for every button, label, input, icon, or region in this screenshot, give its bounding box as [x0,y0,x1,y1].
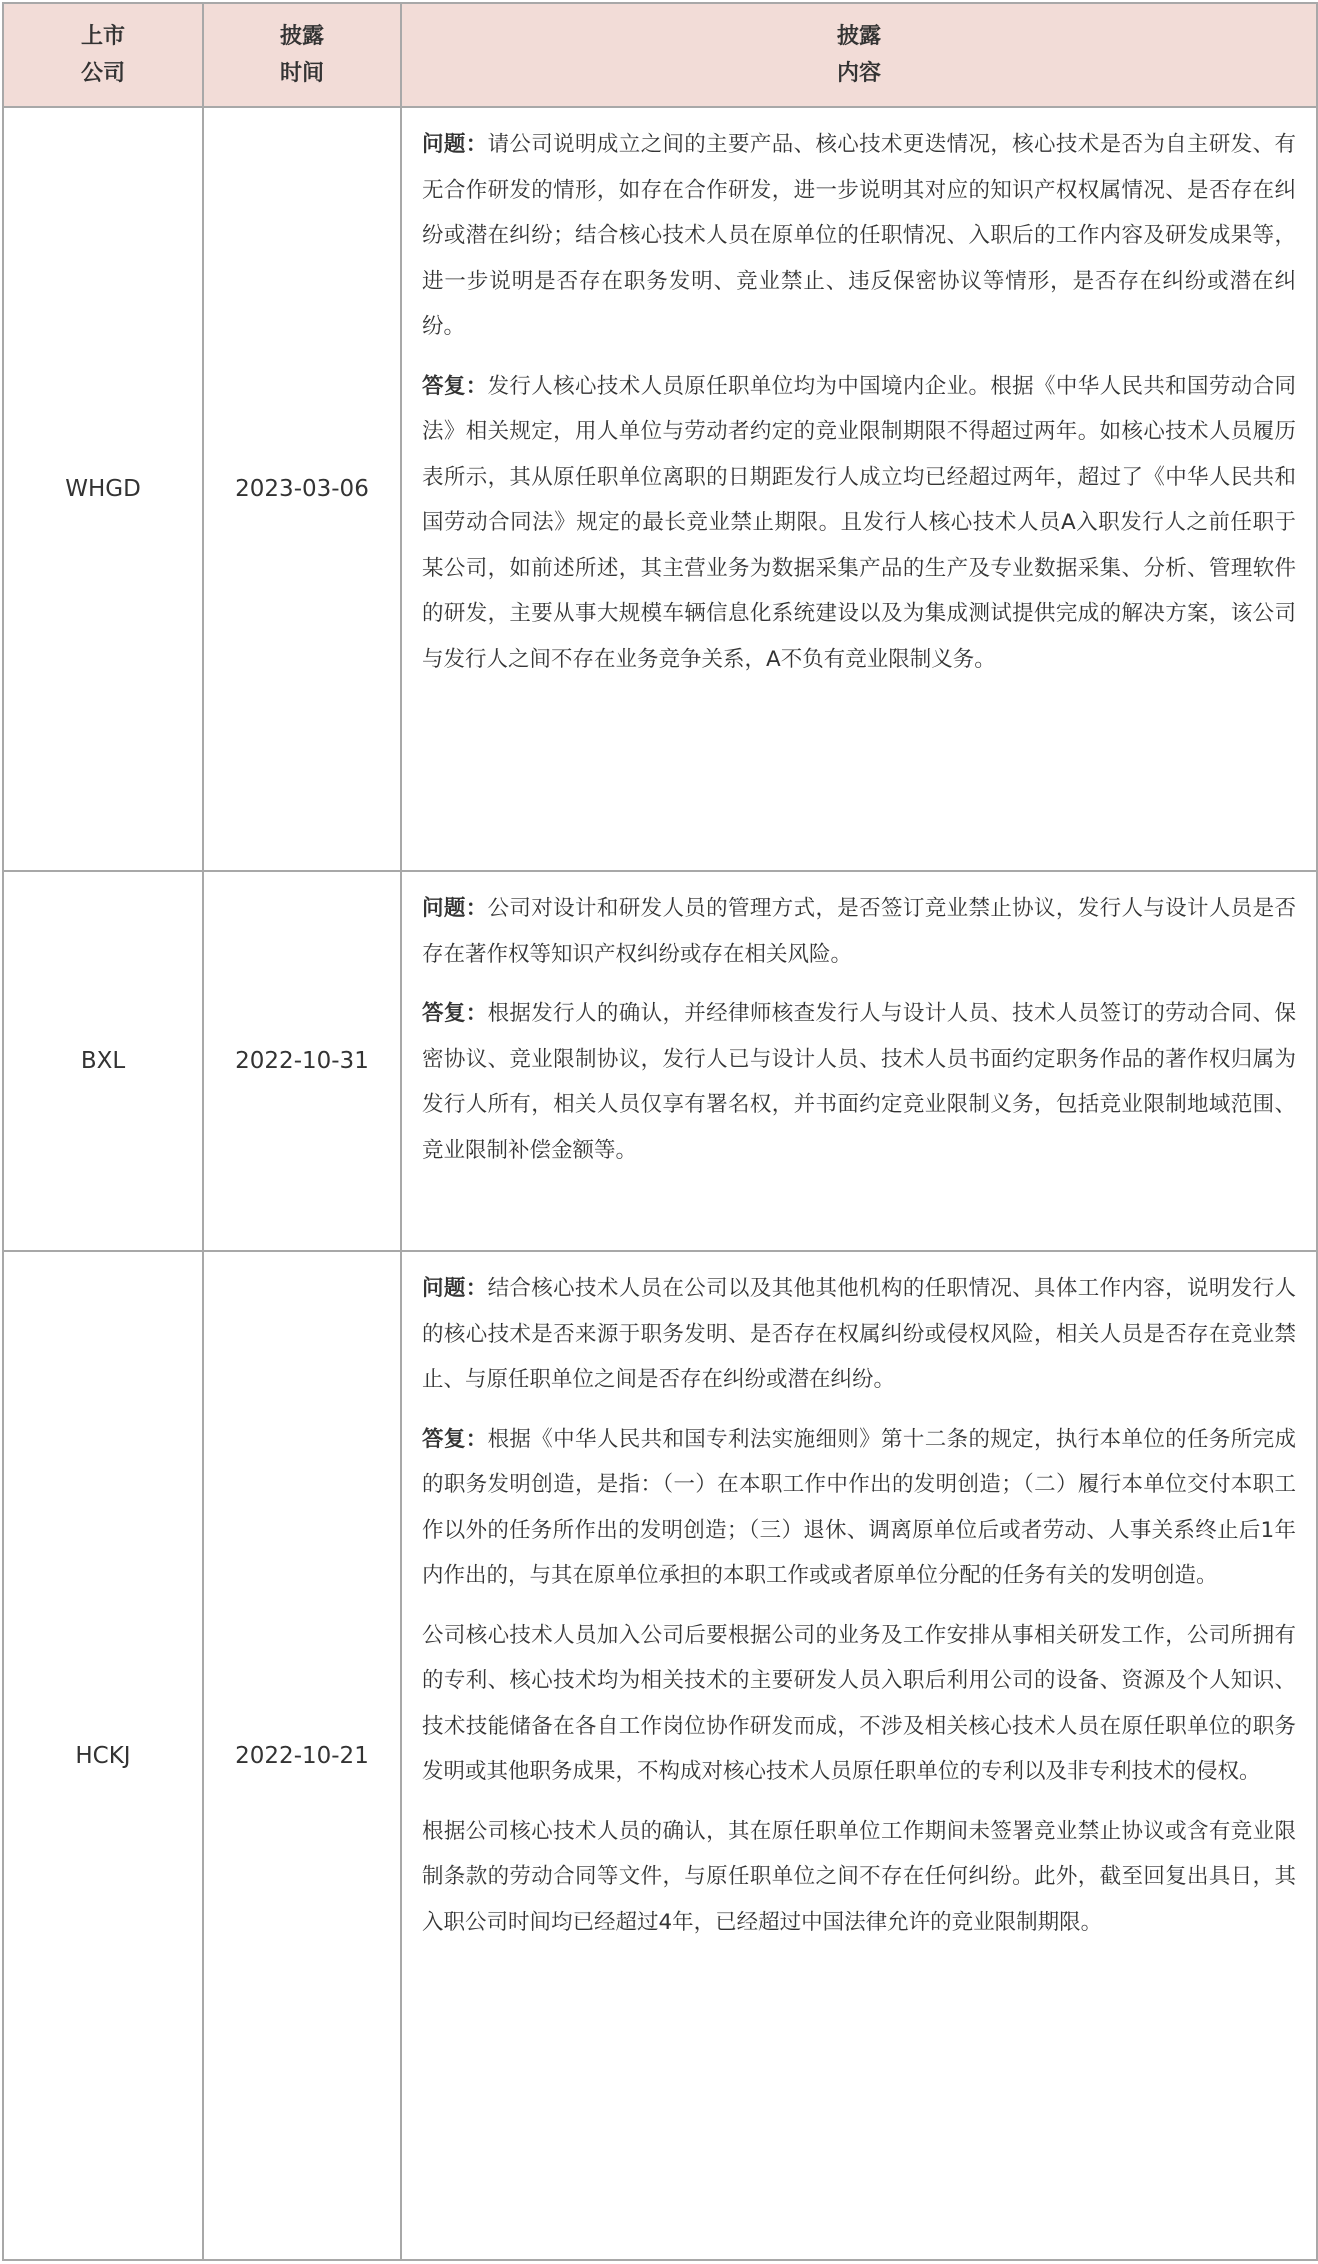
question-label: 问题： [422,132,488,157]
header-content [401,3,1317,107]
content-cell [401,107,1317,871]
question-label: 问题： [422,896,488,921]
answer-paragraph-continued [422,1809,1296,1946]
answer-label: 答复： [422,1426,488,1452]
question-text: 请公司说明成立之间的主要产品、核心技术更迭情况，核心技术是否为自主研发、有无合作研发的情形，如存在合作研发，进一步说明其对应的知识产权权属情况、是否存在纠纷或潜在纠纷；结合核心技术人员在原单位的任职情况、入职后的工作内容及研发成果等，进一步说明是否存在职务发明、竞业禁止、违反保密协议等情形，是否存在纠纷或潜在纠纷。 [422,132,1296,339]
question-paragraph [422,122,1296,350]
question-paragraph [422,1266,1296,1403]
question-text: 结合核心技术人员在公司以及其他其他机构的任职情况、具体工作内容，说明发行人的核心技术是否来源于职务发明、是否存在权属纠纷或侵权风险，相关人员是否存在竞业禁止、与原任职单位之间是否存在纠纷或潜在纠纷。 [422,1276,1296,1392]
company-cell: WHGD [3,107,203,871]
answer-label: 答复： [422,373,488,399]
company-cell: HCKJ [3,1251,203,2260]
table-row [3,1251,1317,2260]
question-label: 问题： [422,1276,488,1301]
question-paragraph [422,886,1296,977]
header-company-line1: 上市 [80,24,125,49]
answer-text: 根据《中华人民共和国专利法实施细则》第十二条的规定，执行本单位的任务所完成的职务发明创造，是指：（一）在本职工作中作出的发明创造；（二）履行本单位交付本职工作以外的任务所作出的发明创造；（三）退休、调离原单位后或者劳动、人事关系终止后1年内作出的，与其在原单位承担的本职工作或或者原单位分配的任务有关的发明创造。 [422,1426,1296,1588]
answer-paragraph [422,364,1296,683]
header-company [3,3,203,107]
answer-paragraph [422,991,1296,1173]
table-body [3,107,1317,2260]
content-cell [401,871,1317,1251]
answer-text: 公司核心技术人员加入公司后要根据公司的业务及工作安排从事相关研发工作，公司所拥有的专利、核心技术均为相关技术的主要研发人员入职后利用公司的设备、资源及个人知识、技术技能储备在各自工作岗位协作研发而成，不涉及相关核心技术人员在原任职单位的职务发明或其他职务成果，不构成对核心技术人员原任职单位的专利以及非专利技术的侵权。 [422,1622,1296,1784]
date-cell: 2022-10-21 [203,1251,401,2260]
content-cell [401,1251,1317,2260]
date-cell: 2023-03-06 [203,107,401,871]
header-time-line1: 披露 [279,24,324,49]
table-header [3,3,1317,107]
header-company-line2: 公司 [80,61,125,86]
answer-paragraph [422,1417,1296,1599]
date-cell: 2022-10-31 [203,871,401,1251]
header-time-line2: 时间 [279,61,324,86]
company-cell: BXL [3,871,203,1251]
question-text: 公司对设计和研发人员的管理方式，是否签订竞业禁止协议，发行人与设计人员是否存在著作权等知识产权纠纷或存在相关风险。 [422,896,1296,967]
answer-text: 根据公司核心技术人员的确认，其在原任职单位工作期间未签署竞业禁止协议或含有竞业限制条款的劳动合同等文件，与原任职单位之间不存在任何纠纷。此外，截至回复出具日，其入职公司时间均已经超过4年，已经超过中国法律允许的竞业限制期限。 [422,1818,1296,1935]
header-content-line2: 内容 [836,61,881,86]
table-row [3,871,1317,1251]
header-content-line1: 披露 [836,24,881,49]
table-row [3,107,1317,871]
answer-text: 根据发行人的确认，并经律师核查发行人与设计人员、技术人员签订的劳动合同、保密协议、竞业限制协议，发行人已与设计人员、技术人员书面约定职务作品的著作权归属为发行人所有，相关人员仅享有署名权，并书面约定竞业限制义务，包括竞业限制地域范围、竞业限制补偿金额等。 [422,1001,1296,1163]
answer-label: 答复： [422,1001,488,1026]
header-row [3,3,1317,107]
answer-paragraph-continued [422,1613,1296,1795]
header-time [203,3,401,107]
answer-text: 发行人核心技术人员原任职单位均为中国境内企业。根据《中华人民共和国劳动合同法》相关规定，用人单位与劳动者约定的竞业限制期限不得超过两年。如核心技术人员履历表所示，其从原任职单位离职的日期距发行人成立均已经超过两年，超过了《中华人民共和国劳动合同法》规定的最长竞业禁止期限。且发行人核心技术人员A入职发行人之前任职于某公司，如前述所述，其主营业务为数据采集产品的生产及专业数据采集、分析、管理软件的研发，主要从事大规模车辆信息化系统建设以及为集成测试提供完成的解决方案，该公司与发行人之间不存在业务竞争关系，A不负有竞业限制义务。 [422,373,1296,672]
disclosure-table [2,2,1318,2261]
